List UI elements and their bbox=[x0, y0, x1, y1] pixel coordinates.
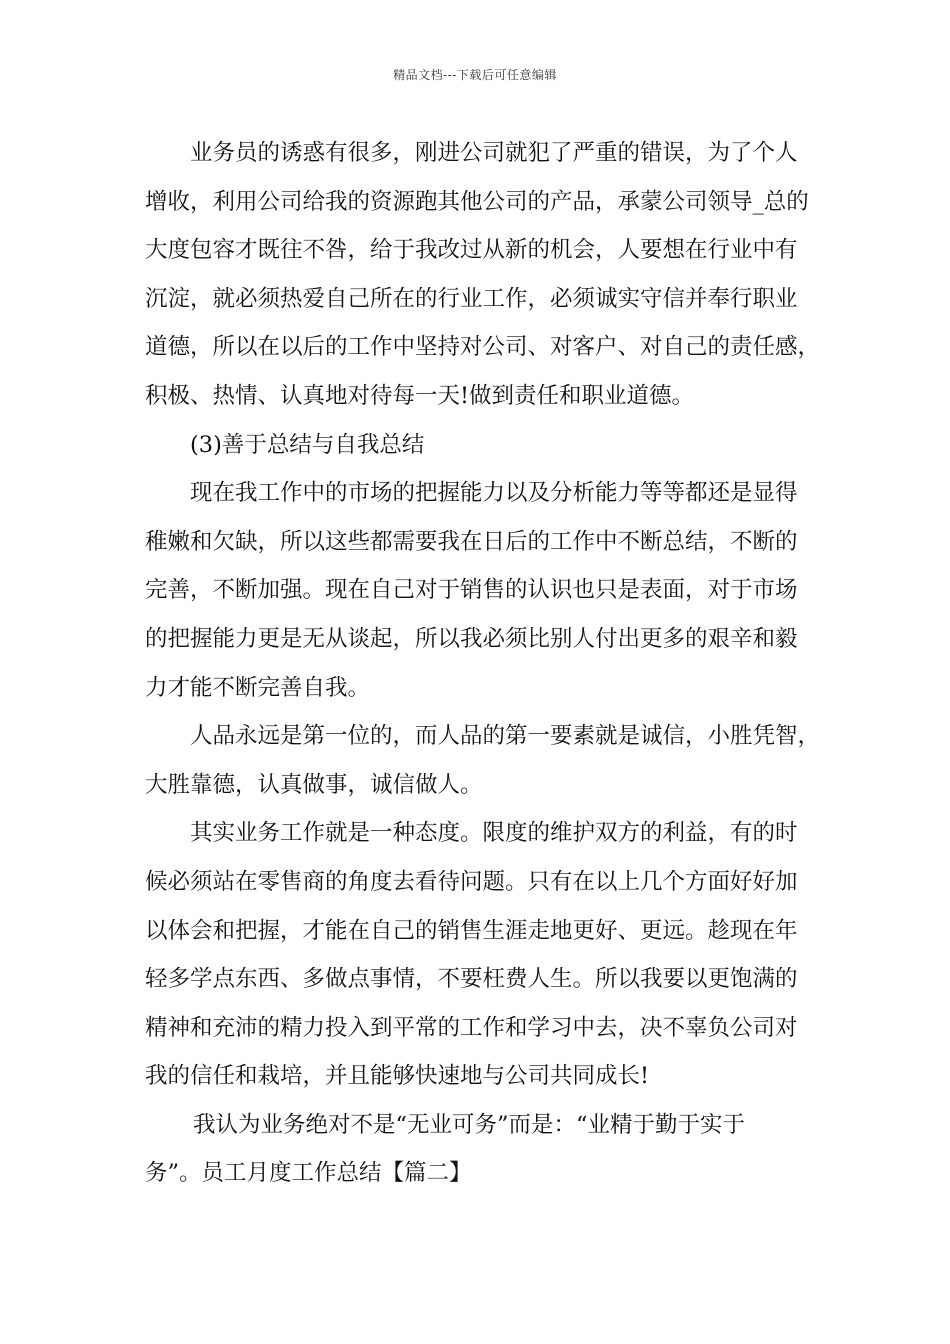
paragraph-line: 增收，利用公司给我的资源跑其他公司的产品，承蒙公司领导_总的 bbox=[145, 188, 809, 215]
paragraph-line: 现在我工作中的市场的把握能力以及分析能力等等都还是显得 bbox=[190, 480, 798, 507]
paragraph-line: 的把握能力更是无从谈起，所以我必须比别人付出更多的艰辛和毅 bbox=[145, 625, 798, 652]
paragraph-line: 以体会和把握，才能在自己的销售生涯走地更好、更远。趁现在年 bbox=[145, 917, 798, 944]
paragraph-line: 其实业务工作就是一种态度。限度的维护双方的利益，有的时 bbox=[190, 820, 798, 847]
paragraph-line: 业务员的诱惑有很多，刚进公司就犯了严重的错误，为了个人 bbox=[190, 140, 798, 166]
section-heading: (3)善于总结与自我总结 bbox=[190, 431, 425, 458]
paragraph-line: 沉淀，就必须热爱自己所在的行业工作，必须诚实守信并奉行职业 bbox=[145, 285, 798, 312]
paragraph-line: 积极、热情、认真地对待每一天!做到责任和职业道德。 bbox=[145, 382, 695, 409]
paragraph-line: 轻多学点东西、多做点事情，不要枉费人生。所以我要以更饱满的 bbox=[145, 966, 798, 993]
document-body bbox=[145, 129, 829, 1198]
paragraph-line: 大胜靠德，认真做事，诚信做人。 bbox=[145, 771, 483, 798]
paragraph-line: 大度包容才既往不咎，给于我改过从新的机会，人要想在行业中有 bbox=[145, 237, 798, 264]
paragraph-line: 人品永远是第一位的，而人品的第一要素就是诚信，小胜凭智， bbox=[190, 723, 821, 750]
paragraph-line: 候必须站在零售商的角度去看待问题。只有在以上几个方面好好加 bbox=[145, 868, 798, 895]
paragraph-line: 我的信任和栽培，并且能够快速地与公司共同成长! bbox=[145, 1063, 650, 1090]
paragraph-line: 力才能不断完善自我。 bbox=[145, 674, 371, 701]
paragraph-line: 稚嫩和欠缺，所以这些都需要我在日后的工作中不断总结，不断的 bbox=[145, 528, 798, 555]
paragraph-line: 道德，所以在以后的工作中坚持对公司、对客户、对自己的责任感， bbox=[145, 334, 821, 361]
paragraph-line: 完善，不断加强。现在自己对于销售的认识也只是表面，对于市场 bbox=[145, 577, 798, 604]
page-header: 精品文档---下载后可任意编辑 bbox=[393, 68, 557, 82]
paragraph-line: 务”。员工月度工作总结【篇二】 bbox=[145, 1160, 472, 1187]
paragraph-line: 精神和充沛的精力投入到平常的工作和学习中去，决不辜负公司对 bbox=[145, 1014, 798, 1041]
paragraph-line: 我认为业务绝对不是“无业可务”而是：“业精于勤于实于 bbox=[193, 1111, 746, 1138]
